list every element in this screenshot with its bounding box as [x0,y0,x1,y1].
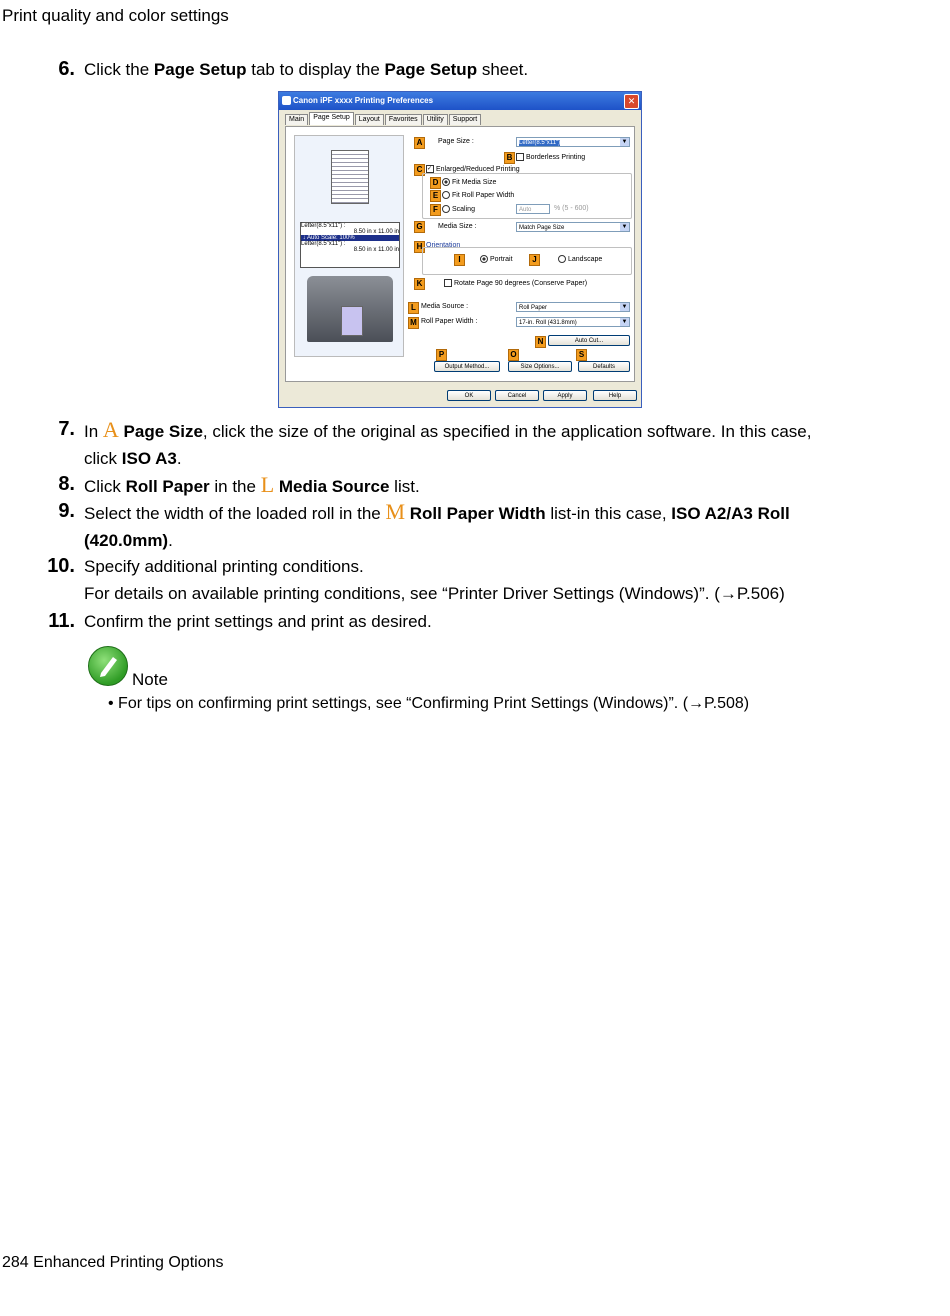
chevron-down-icon: ▼ [621,224,628,230]
label-o: O [508,349,519,361]
preview-area [294,135,404,357]
printer-icon [282,96,291,105]
note-pencil-icon [88,646,128,686]
scaling-input[interactable]: Auto [516,204,550,214]
step-number: 7. [58,418,75,440]
step-9: 9. Select the width of the loaded roll in the M Roll Paper Width list-in this case, ISO A2/A3 Roll (420.0mm). [58,499,790,550]
tab-bar [285,114,482,126]
label-e: E [430,190,441,202]
fit-media-radio[interactable]: Fit Media Size [442,178,496,186]
step-10: 10. Specify additional printing conditions. For details on available printing conditions, see “Printer Driver Settings (Windows)”. (→P.506) [47,555,785,603]
roll-width-label: Roll Paper Width : [421,318,478,325]
auto-cut-button[interactable]: Auto Cut... [548,335,630,346]
step-number: 11. [48,610,75,632]
tab-page-setup[interactable]: Page Setup [309,112,354,125]
label-b: B [504,152,515,164]
auto-scale-row: ↓ Auto Scale: 100% [301,235,399,241]
help-button[interactable]: Help [593,390,637,401]
media-size-select[interactable]: Match Page Size ▼ [516,222,630,232]
step-number: 6. [58,58,75,80]
portrait-radio[interactable]: Portrait [480,255,513,263]
letter-l-marker: L [260,472,275,497]
media-size-label: Media Size : [438,223,477,230]
printer-illustration [307,276,393,342]
page-size-select[interactable]: Letter(8.5"x11") ▼ [516,137,630,147]
label-j: J [529,254,540,266]
label-n: N [535,336,546,348]
media-source-select[interactable]: Roll Paper ▼ [516,302,630,312]
label-p: P [436,349,447,361]
label-i: I [454,254,465,266]
label-a: A [414,137,425,149]
apply-button[interactable]: Apply [543,390,587,401]
page-header: Print quality and color settings [2,6,229,25]
label-m: M [408,317,419,329]
label-d: D [430,177,441,189]
step-number: 8. [58,473,75,495]
paper-preview [331,150,369,204]
note-label: Note [132,670,168,689]
step-number: 9. [58,500,75,522]
cancel-button[interactable]: Cancel [495,390,539,401]
tab-favorites[interactable]: Favorites [385,114,422,125]
chevron-down-icon: ▼ [621,319,628,325]
label-f: F [430,204,441,216]
tab-layout[interactable]: Layout [355,114,384,125]
enlarged-checkbox[interactable]: ✓ Enlarged/Reduced Printing [427,165,520,173]
label-c: C [414,164,425,176]
tab-support[interactable]: Support [449,114,482,125]
scaling-range: % (5 - 600) [554,205,589,212]
page-size-label: Page Size : [438,138,474,145]
borderless-checkbox[interactable]: Borderless Printing [516,153,585,161]
ok-button[interactable]: OK [447,390,491,401]
page-footer: 284 Enhanced Printing Options [2,1254,224,1271]
note-bullet: • For tips on confirming print settings, see “Confirming Print Settings (Windows)”. (→P.508) [108,695,750,712]
landscape-radio[interactable]: Landscape [558,255,602,263]
size-options-button[interactable]: Size Options... [508,361,572,372]
label-k: K [414,278,425,290]
defaults-button[interactable]: Defaults [578,361,630,372]
step-7: 7. In A Page Size, click the size of the original as specified in the application software. In this case, click ISO A3. [58,417,812,468]
tab-main[interactable]: Main [285,114,308,125]
letter-m-marker: M [385,499,406,524]
label-l: L [408,302,419,314]
label-h: H [414,241,425,253]
rotate-checkbox[interactable]: Rotate Page 90 degrees (Conserve Paper) [444,279,587,287]
letter-a-marker: A [102,417,119,442]
roll-width-select[interactable]: 17-in. Roll (431.8mm) ▼ [516,317,630,327]
output-sheet [341,306,363,336]
size-info-box: Letter(8.5"x11") : 8.50 in x 11.00 in ↓ Auto Scale: 100% Letter(8.5"x11") : 8.50 in x 11.00 in [300,222,400,268]
step-number: 10. [47,555,75,577]
chevron-down-icon: ▼ [621,304,628,310]
close-icon[interactable]: ✕ [624,94,639,109]
dialog-titlebar: Canon iPF xxxx Printing Preferences ✕ [279,92,641,110]
scaling-radio[interactable]: Scaling [442,205,475,213]
output-method-button[interactable]: Output Method... [434,361,500,372]
printing-preferences-dialog [278,91,642,408]
label-g: G [414,221,425,233]
chevron-down-icon: ▼ [621,139,628,145]
label-s: S [576,349,587,361]
media-source-label: Media Source : [421,303,469,310]
fit-roll-radio[interactable]: Fit Roll Paper Width [442,191,514,199]
orientation-label: Orientation [426,242,461,249]
page-setup-panel [285,126,635,382]
tab-utility[interactable]: Utility [423,114,448,125]
